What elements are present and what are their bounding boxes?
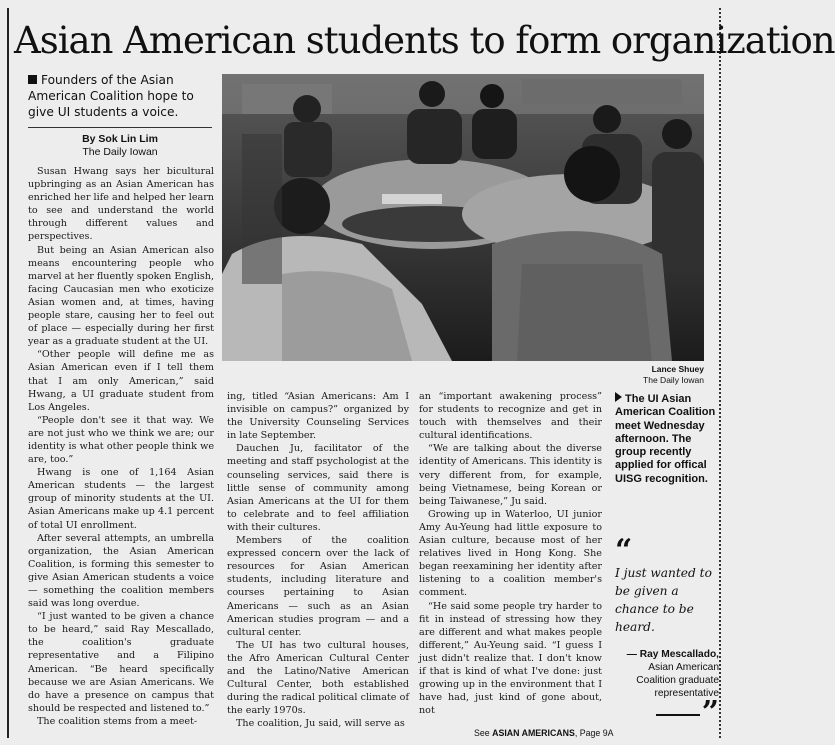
- byline-name: By Sok Lin Lim: [82, 133, 158, 145]
- quote-rule: [656, 714, 700, 716]
- pull-quote-attribution: [615, 648, 719, 700]
- paragraph: Growing up in Waterloo, UI junior Amy Au-Yeung had little exposure to Asian culture, because most of her relatives lived in Hong Kong. She began reexamining her identity after listening to a coalition member's comment.: [419, 508, 602, 599]
- photo-credit: [600, 364, 704, 386]
- photo-image: [222, 74, 704, 361]
- photo-caption: [615, 392, 717, 486]
- paragraph: Dauchen Ju, facilitator of the meeting and staff psychologist at the counseling services, said there is little sense of community among Asian Americans at the UI for them to celebrate and to feel affiliation with their cultures.: [227, 443, 409, 533]
- bullet-square-icon: [28, 75, 37, 84]
- paragraph: But being an Asian American also means encountering people who marvel at her fluently spoken English, facing Caucasian men who exoticize Asian women and, at times, having people stare, causing her to feel out of place — especially during her first year as a graduate student at the UI.: [28, 244, 214, 348]
- open-quote-icon: “: [615, 533, 633, 568]
- article-column-1: [28, 165, 214, 728]
- headline: Asian American students to form organization: [14, 19, 835, 62]
- paragraph: ing, titled “Asian Americans: Am I invisible on campus?” organized by the University Counseling Services in late September.: [227, 391, 409, 442]
- paragraph: Members of the coalition expressed concern over the lack of resources for Asian American students, including literature and courses pertaining to Asian Americans — such as an Asian American studies program — and a cultural center.: [227, 535, 409, 638]
- article-column-3: [419, 390, 602, 717]
- left-column-rule: [7, 8, 9, 738]
- paragraph: After several attempts, an umbrella organization, the Asian American Coalition, is forming this semester to give Asian American students a voice — something the coalition members said was long overdue.: [28, 532, 214, 610]
- paragraph: “He said some people try harder to fit in instead of stressing how they are different and what makes people different,” Au-Yeung said. “I guess I just didn't realize that. I don't know if that is kind of what I've done: just growing up in the environment that I have had, just kind of gone about, not: [419, 600, 602, 717]
- paragraph: “We are talking about the diverse identity of Americans. This identity is very different from, for example, being Vietnamese, being Korean or being Taiwanese,” Ju said.: [419, 443, 602, 507]
- paragraph: The coalition, Ju said, will serve as: [236, 718, 405, 730]
- jump-line: [474, 728, 614, 738]
- paragraph: “I just wanted to be given a chance to be heard,” said Ray Mescallado, the coalition's graduate representative and a Filipino American. “Be heard specifically because we are Asian Americans. We do have a presence on campus that should be respected and listened to.”: [28, 611, 214, 714]
- byline: [28, 133, 212, 159]
- caption-text: The UI Asian American Coalition meet Wednesday afternoon. The group recently applied for offical UISG recognition.: [615, 393, 716, 485]
- right-dotted-rule: [719, 8, 721, 738]
- paragraph: Susan Hwang says her bicultural upbringing as an Asian American has enriched her life and helped her learn to see and understand the world through different values and perspectives.: [28, 166, 214, 243]
- photo-credit-outlet: The Daily Iowan: [643, 375, 704, 385]
- pull-quote-text: I just wanted to be given a chance to be heard.: [615, 566, 712, 634]
- byline-outlet: The Daily Iowan: [82, 146, 158, 158]
- news-photo: [222, 74, 704, 361]
- paragraph: The UI has two cultural houses, the Afro American Cultural Center and the Latino/Native American Cultural Center, both established during the radical political climate of the early 1970s.: [227, 639, 409, 717]
- paragraph: an “important awakening process” for students to recognize and get in touch with themselves and their cultural identifications.: [419, 391, 602, 442]
- paragraph: Hwang is one of 1,164 Asian American students — the largest group of minority students at the UI. Asian Americans make up 4.1 percent of total UI enrollment.: [28, 467, 214, 531]
- photo-credit-name: Lance Shuey: [651, 364, 704, 374]
- deck: [28, 72, 214, 120]
- paragraph: The coalition stems from a meet-: [37, 715, 198, 727]
- pull-quote: [615, 533, 719, 730]
- pull-quote-end: [615, 695, 719, 730]
- paragraph: “People don't see it that way. We are not just who we think we are; our identity is what other people think we are, too.”: [28, 414, 214, 466]
- pull-quote-title: Asian American Coalition graduate representative: [636, 662, 719, 699]
- pull-quote-name: — Ray Mescallado,: [626, 649, 719, 660]
- caption-arrow-icon: [615, 392, 622, 402]
- deck-divider: [28, 127, 212, 128]
- deck-text: Founders of the Asian American Coalition hope to give UI students a voice.: [28, 73, 194, 119]
- close-quote-icon: ”: [701, 695, 719, 730]
- article-column-2: [227, 390, 409, 730]
- paragraph: “Other people will define me as Asian American even if I tell them that I am only American,” said Hwang, a UI graduate student from Los Angeles.: [28, 349, 214, 413]
- jump-prefix: See: [474, 728, 490, 738]
- jump-label: ASIAN AMERICANS: [492, 728, 575, 738]
- jump-suffix: , Page 9A: [574, 728, 614, 738]
